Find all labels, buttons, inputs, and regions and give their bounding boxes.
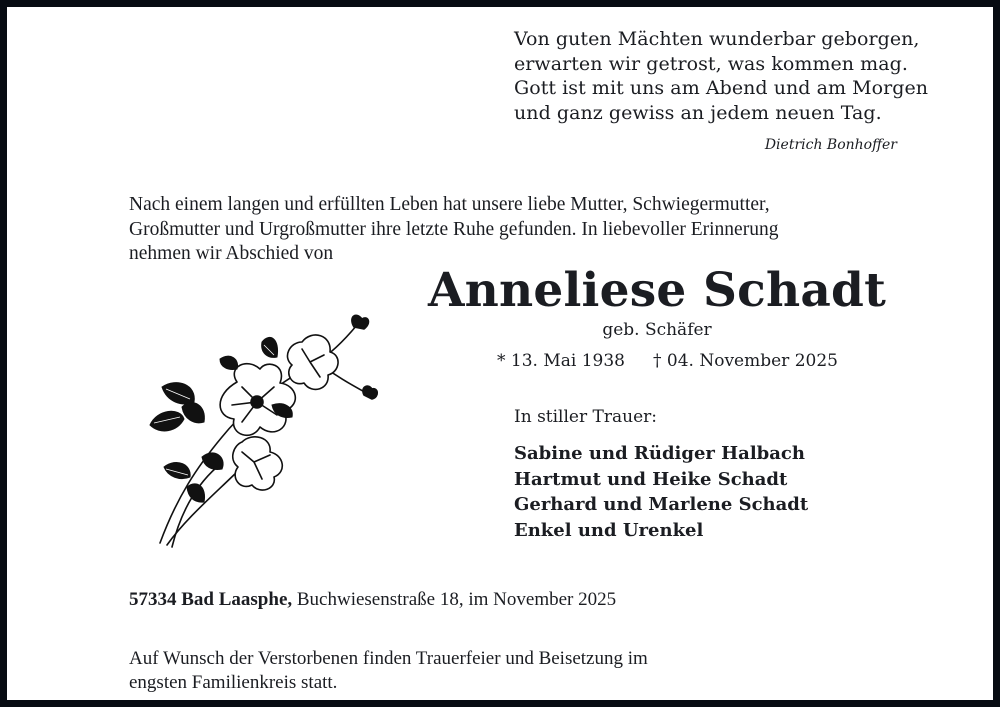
mourner-name: Hartmut und Heike Schadt <box>514 468 788 490</box>
poem-line: erwarten wir getrost, was kommen mag. <box>514 52 908 75</box>
mourner-name: Gerhard und Marlene Schadt <box>514 494 809 515</box>
maiden-name: geb. Schäfer <box>602 320 712 340</box>
deceased-name: Anneliese Schadt <box>427 263 886 318</box>
poem-line: und ganz gewiss an jedem neuen Tag. <box>514 101 882 124</box>
intro-line: nehmen wir Abschied von <box>129 243 334 264</box>
birth-date: * 13. Mai 1938 <box>497 351 625 371</box>
flower-branch-icon <box>142 307 382 552</box>
poem-line: Von guten Mächten wunderbar geborgen, <box>514 28 920 50</box>
intro-line: Nach einem langen und erfüllten Leben hat unsere liebe Mutter, Schwiegermutter, <box>129 194 770 215</box>
mourner-name: Sabine und Rüdiger Halbach <box>514 443 805 464</box>
mourners-label: In stiller Trauer: <box>514 407 657 427</box>
notice-line: Auf Wunsch der Verstorbenen finden Trauerfeier und Beisetzung im <box>129 648 648 669</box>
address-street-date: Buchwiesenstraße 18, im November 2025 <box>292 589 617 610</box>
poem-quote <box>514 27 929 125</box>
notice-line: engsten Familienkreis statt. <box>129 672 338 693</box>
address-line <box>129 589 616 611</box>
intro-line: Großmutter und Urgroßmutter ihre letzte Ruhe gefunden. In liebevoller Erinnerung <box>129 218 779 240</box>
address-city: 57334 Bad Laasphe, <box>129 589 293 610</box>
mourner-name: Enkel und Urenkel <box>514 519 704 541</box>
poem-line: Gott ist mit uns am Abend und am Morgen <box>514 77 929 99</box>
funeral-notice <box>129 647 889 695</box>
intro-text <box>129 193 929 267</box>
death-date: † 04. November 2025 <box>653 351 838 371</box>
poem-author: Dietrich Bonhoffer <box>764 137 897 153</box>
mourners-list <box>514 441 808 543</box>
